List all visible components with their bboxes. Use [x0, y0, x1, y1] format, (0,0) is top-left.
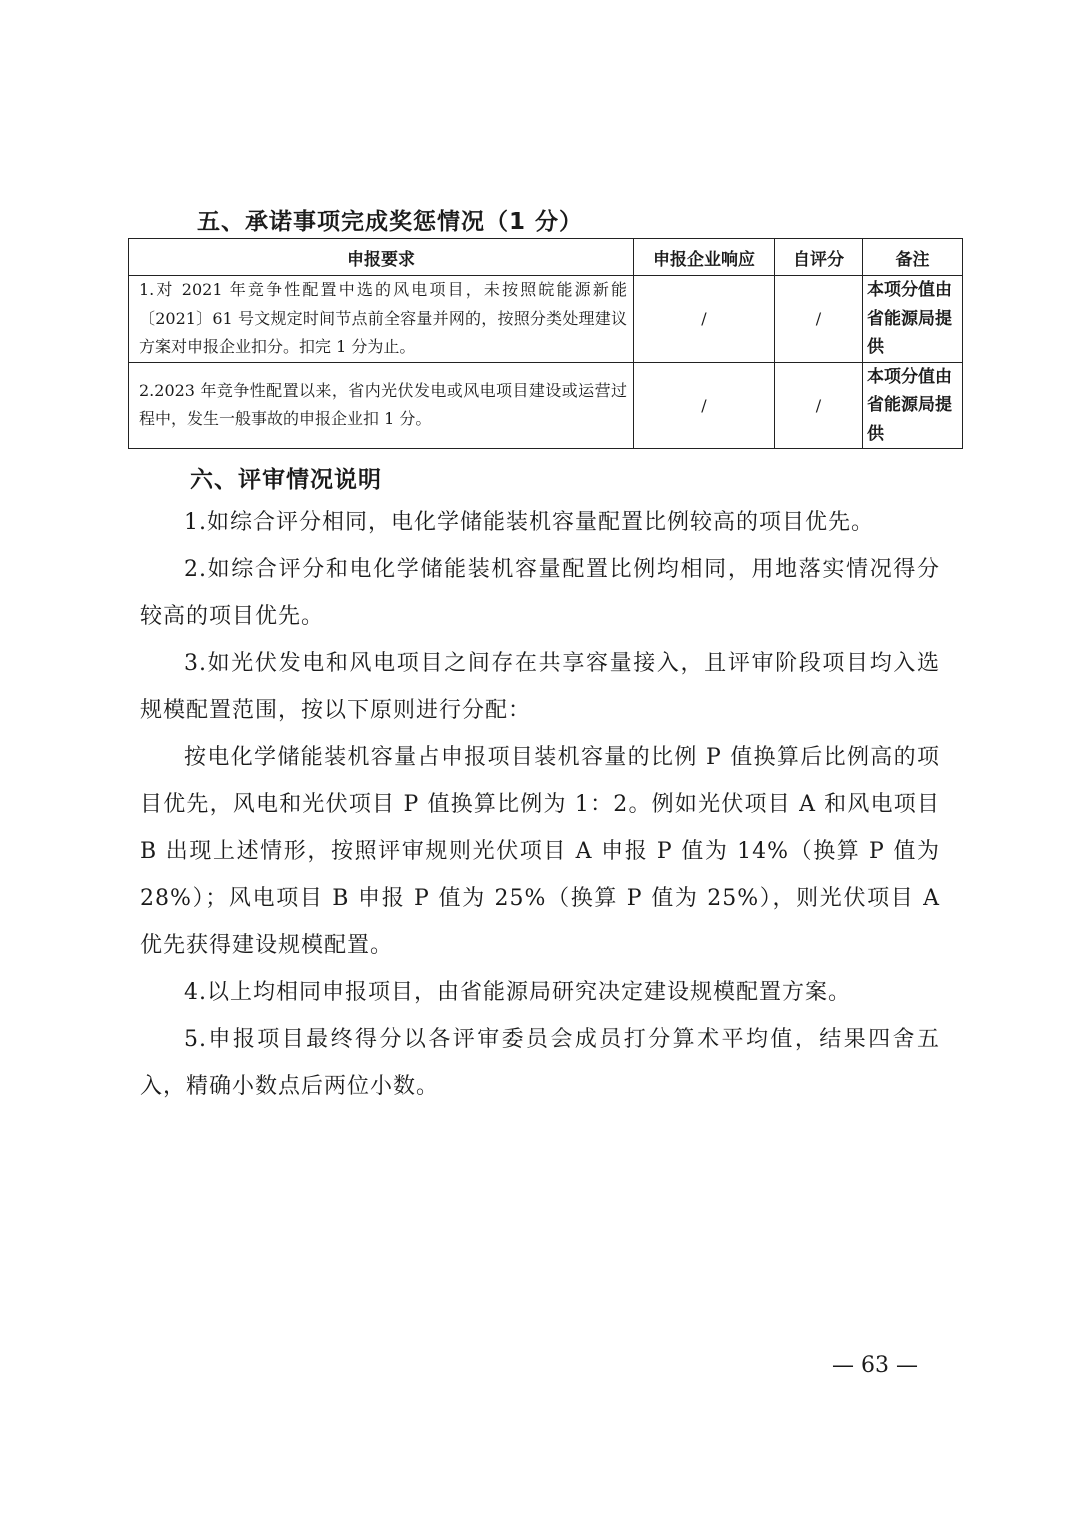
paragraph: 1.如综合评分相同，电化学储能装机容量配置比例较高的项目优先。 [184, 510, 874, 535]
scoring-table [128, 238, 963, 449]
response-cell: / [634, 276, 775, 363]
requirement-cell: 1.对 2021 年竞争性配置中选的风电项目，未按照皖能源新能〔2021〕61 号文规定时间节点前全容量并网的，按照分类处理建议方案对申报企业扣分。扣完 1 分为止。 [129, 276, 634, 363]
paragraph: 2.如综合评分和电化学储能装机容量配置比例均相同，用地落实情况得分较高的项目优先。 [140, 557, 940, 629]
header-self-score: 自评分 [775, 239, 863, 276]
remark-cell: 本项分值由省能源局提供 [863, 276, 963, 363]
table-header-row [129, 239, 963, 276]
table-row [129, 362, 963, 449]
requirement-cell: 2.2023 年竞争性配置以来，省内光伏发电或风电项目建设或运营过程中，发生一般事故的申报企业扣 1 分。 [129, 362, 634, 449]
table-row [129, 276, 963, 363]
paragraph: 3.如光伏发电和风电项目之间存在共享容量接入，且评审阶段项目均入选规模配置范围，按以下原则进行分配： [140, 651, 940, 723]
self-score-cell: / [775, 276, 863, 363]
paragraph: 5.申报项目最终得分以各评审委员会成员打分算术平均值，结果四舍五入，精确小数点后两位小数。 [140, 1027, 940, 1099]
header-requirement: 申报要求 [129, 239, 634, 276]
header-remark: 备注 [863, 239, 963, 276]
paragraph: 4.以上均相同申报项目，由省能源局研究决定建设规模配置方案。 [184, 980, 851, 1005]
self-score-cell: / [775, 362, 863, 449]
section-6-heading: 六、评审情况说明 [190, 467, 382, 493]
page-number: — 63 — [832, 1353, 918, 1378]
review-notes [140, 499, 940, 1110]
paragraph: 按电化学储能装机容量占申报项目装机容量的比例 P 值换算后比例高的项目优先，风电和光伏项目 P 值换算比例为 1：2。例如光伏项目 A 和风电项目 B 出现上述情形，按照评审规则光伏项目 A 申报 P 值为 14%（换算 P 值为 28%）；风电项目 B 申报 P 值为 25%（换算 P 值为 25%），则光伏项目 A 优先获得建设规模配置。 [140, 745, 940, 958]
header-response: 申报企业响应 [634, 239, 775, 276]
response-cell: / [634, 362, 775, 449]
remark-cell: 本项分值由省能源局提供 [863, 362, 963, 449]
section-5-heading: 五、承诺事项完成奖惩情况（1 分） [197, 209, 584, 235]
